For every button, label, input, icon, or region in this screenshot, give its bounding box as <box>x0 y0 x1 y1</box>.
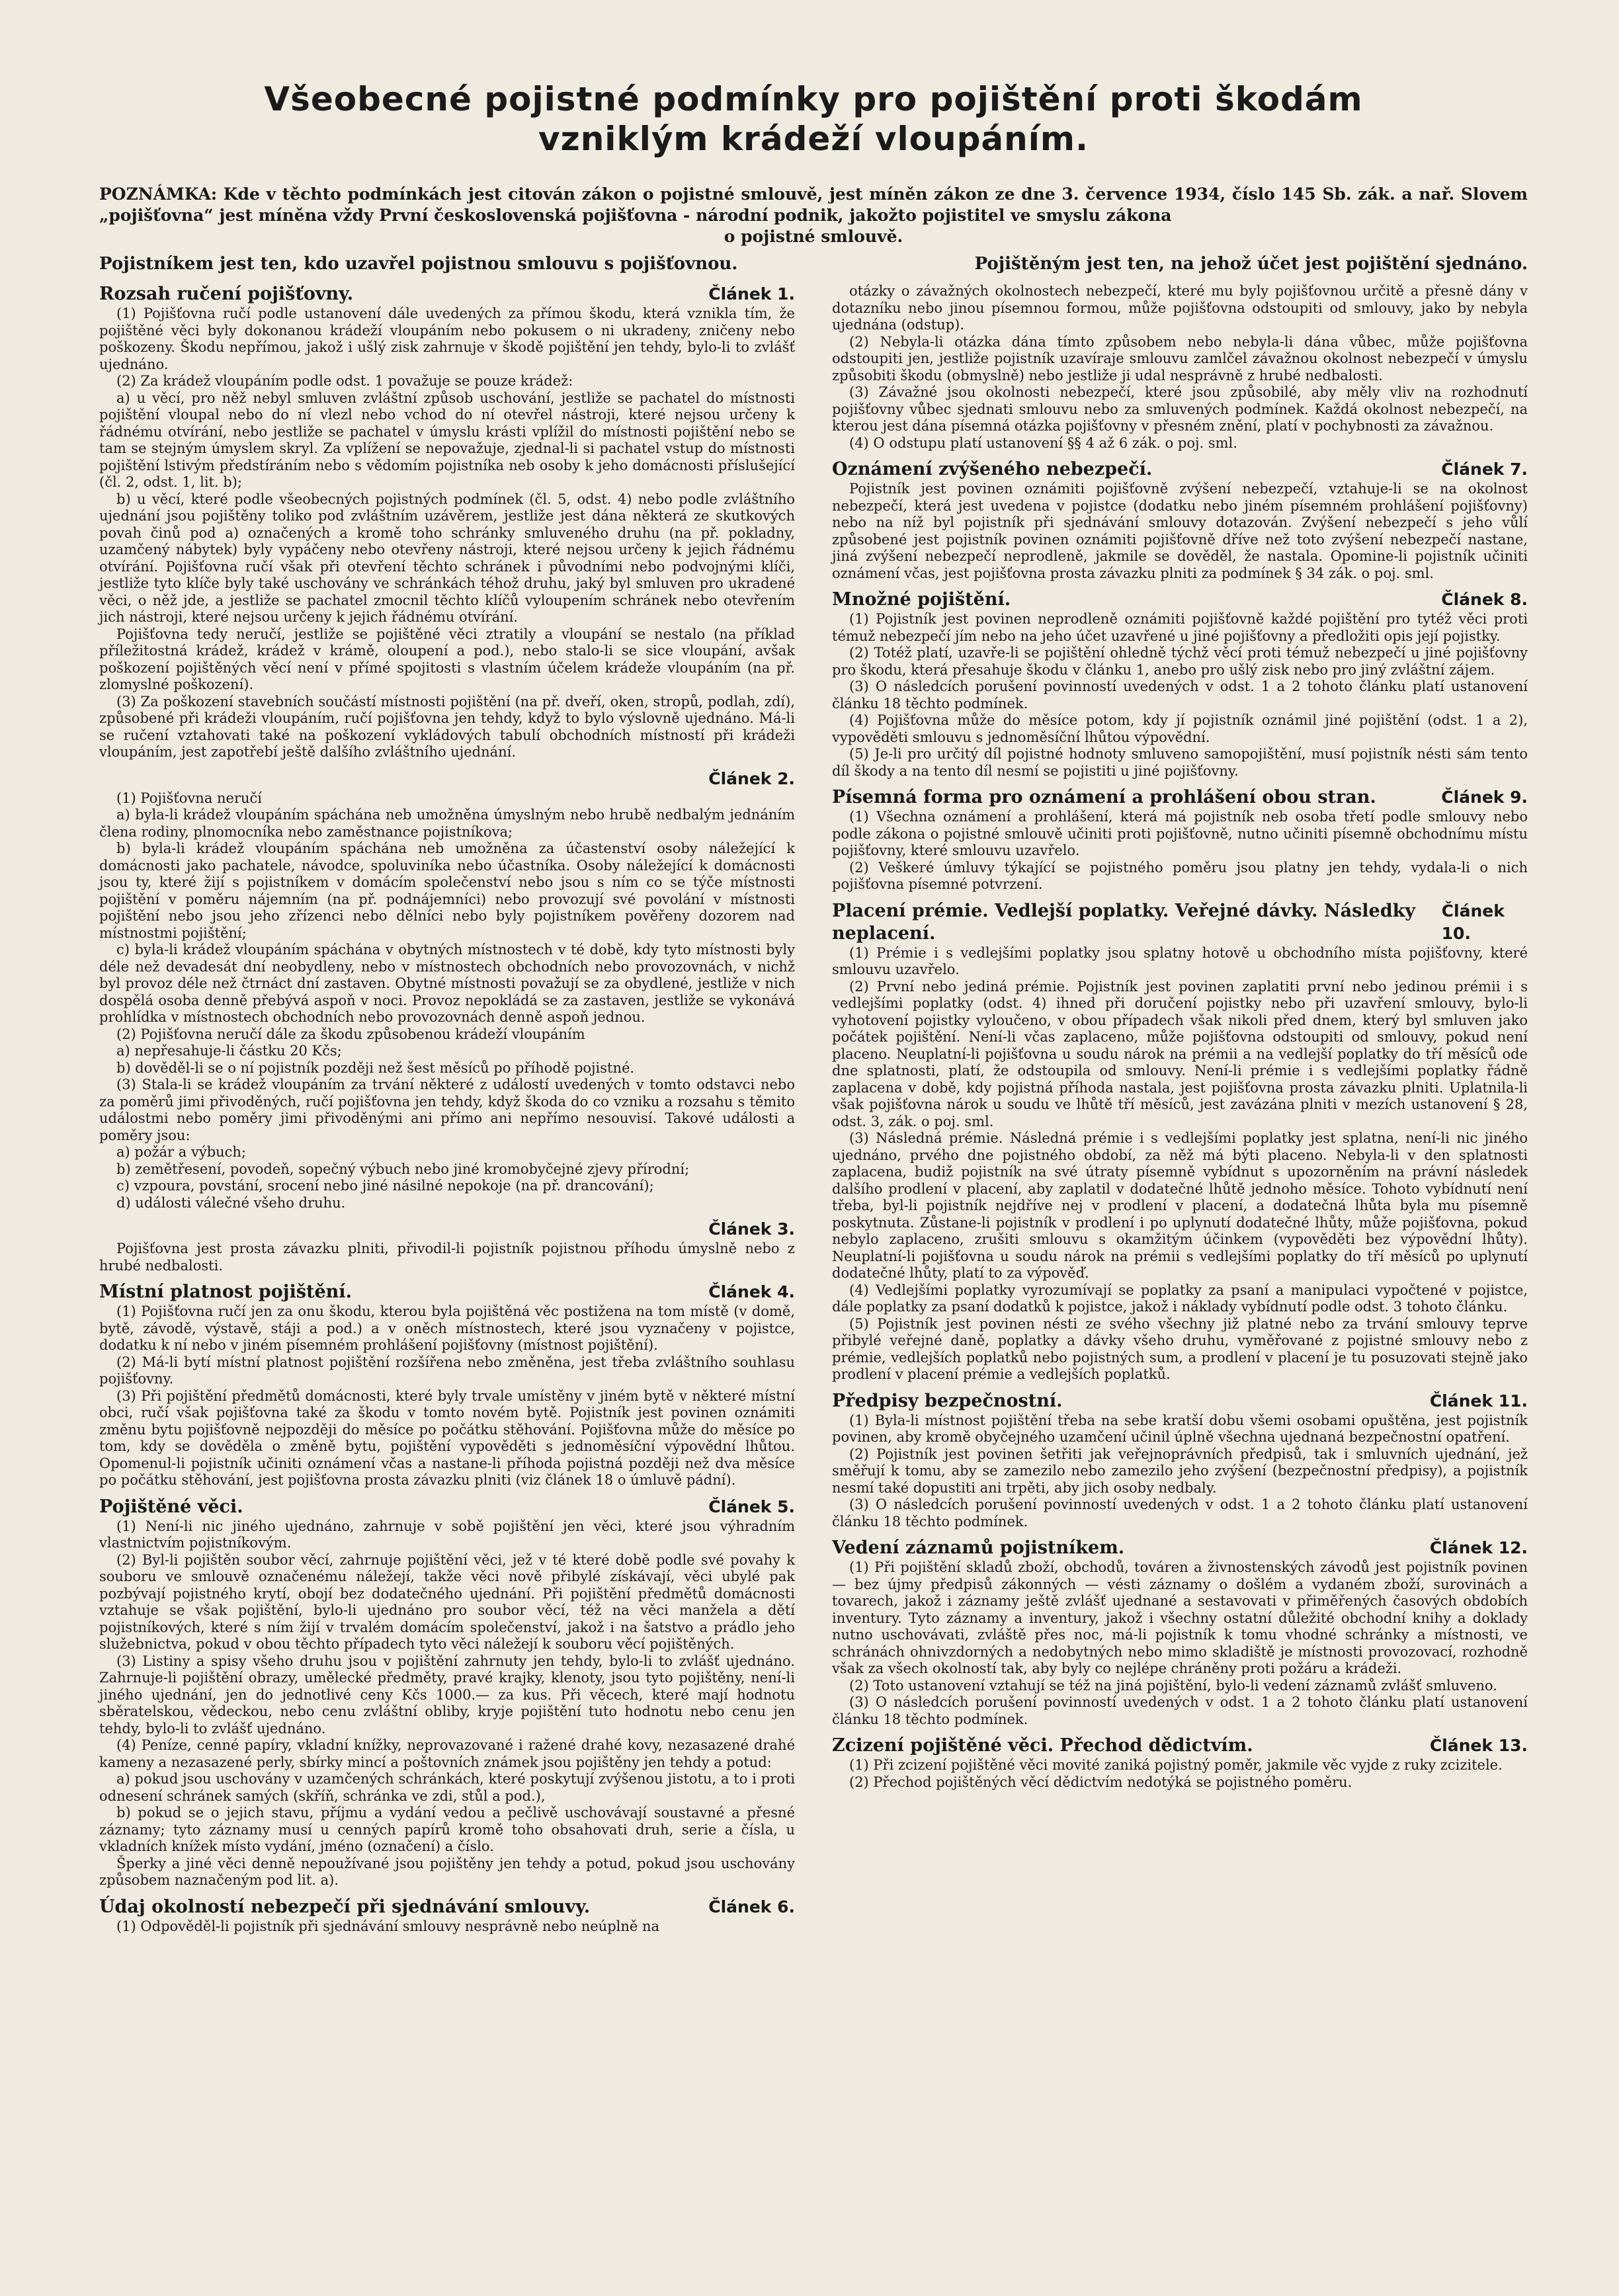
paragraph: (3) Následná prémie. Následná prémie i s vedlejšími poplatky jest splatna, není-li nic jiného ujednáno, prvého dne pojistného období, za něž má býti placeno. Nebyla-li v den splatnosti zaplacena, budiž pojistník na své útraty písemně vybídnut s upozorněním na právní následek dalšího prodlení v placení, aby zaplatil v dodatečné lhůtě jednoho měsíce. Tohoto vybídnutí není třeba, byl-li pojistník nejdříve nej v prodlení v placení, a dodatečná lhůta byla mu písemně poskytnuta. Zůstane-li pojistník v prodlení i po uplynutí dodatečné lhůty, může pojišťovna, pokud nebylo zaplaceno, zrušiti smlouvu s okamžitým účinkem (vypověděti bez výpovědní lhůty). Neuplatní-li pojišťovna u soudu nárok na prémii s vedlejšími poplatky do tří měsíců po uplynutí dodatečné lhůty, platí to za výpověď. <box>832 1130 1528 1281</box>
article-title: Místní platnost pojištění. <box>99 1282 352 1302</box>
paragraph: (3) Stala-li se krádež vloupáním za trvání některé z událostí uvedených v tomto odstavci nebo za poměrů jimi přivoděných, ručí pojišťovna jen tehdy, když škoda do co vzniku a rozsahu s těmito událostmi nebo poměry jimi přivoděnými ani přímo ani nepřímo nesouvisí. Takové události a poměry jsou: <box>99 1077 795 1143</box>
right-column <box>832 283 1528 1942</box>
paragraph: b) pokud se o jejich stavu, příjmu a vydání vedou a pečlivě uschovávají soustavné a přesné záznamy; tyto záznamy musí u cenných papírů kromě toho obsahovati druh, serie a čísla, u vkladních knížek místo vydání, jméno (označení) a číslo. <box>99 1805 795 1854</box>
paragraph: (2) Byl-li pojištěn soubor věcí, zahrnuje pojištění věci, jež v té které době podle své povahy k souboru ve smlouvě označenému náležejí, takže věci nově přibylé získávají, věci ubylé pak pozbývají pojistného krytí, obojí bez dodatečného ujednání. Při pojištění předmětů domácnosti vztahuje se však pojištění, bylo-li ujednáno pro soubor věcí, též na věci manžela a dětí pojistníkových, které s ním žijí v trvalém domácím společenství, jakož i na šatstvo a prádlo jeho služebnictva, pokud v obou těchto případech tyto věci náležejí k souboru věcí pojištěných. <box>99 1551 795 1652</box>
article-heading <box>99 1281 795 1303</box>
paragraph: a) nepřesahuje-li částku 20 Kčs; <box>116 1043 342 1059</box>
article-title: Rozsah ručení pojišťovny. <box>99 284 354 304</box>
paragraph: Šperky a jiné věci denně nepoužívané jsou pojištěny jen tehdy a potud, pokud jsou uschovány způsobem naznačeným pod lit. a). <box>99 1855 795 1888</box>
paragraph: (1) Všechna oznámení a prohlášení, která má pojistník neb osoba třetí podle smlouvy nebo podle zákona o pojistné smlouvě učiniti proti pojišťovně, nutno učiniti písemně obchodnímu místu pojišťovny, které smlouvu uzavřelo. <box>832 809 1528 858</box>
article-section <box>832 900 1528 1383</box>
paragraph: Pojistník jest povinen oznámiti pojišťovně zvýšení nebezpečí, vztahuje-li se na okolnost nebezpečí, která jest uvedena v pojistce (dodatku nebo jiném písemném prohlášení pojišťovny) nebo na níž byl pojistník při sjednávání smlouvy dotazován. Zvýšení nebezpečí s jeho vůlí způsobené jest pojistník povinen oznámiti pojišťovně dříve než toto zvýšení nebezpečí nastane, jiná zvýšení nebezpečí neprodleně, jakmile se dověděl, že nastala. Opomine-li pojistník učiniti oznámení včas, jest pojišťovna prosta závazku plniti za podmínek § 34 zák. o poj. sml. <box>832 481 1528 581</box>
document-page <box>99 79 1528 1942</box>
paragraph: (3) Při pojištění předmětů domácnosti, které byly trvale umístěny v jiném bytě v některé místní obci, ručí však pojišťovna také za škodu v tomto novém bytě. Pojistník jest povinen oznámiti změnu bytu pojišťovně nejpozději do měsíce po počátku stěhování. Pojišťovna může do měsíce po tom, kdy se dověděla o změně bytu, pojištění vypověděti s jednoměsíční výpovědní lhůtou. Opomenul-li pojistník učiniti oznámení včas a nastane-li příhoda pojistná později než dva měsíce po počátku stěhování, jest pojišťovna prosta závazku plniti (viz článek 18 o úmluvě pádní). <box>99 1387 795 1488</box>
article-title: Písemná forma pro oznámení a prohlášení obou stran. <box>832 787 1376 807</box>
article-number: Článek 8. <box>1441 590 1528 609</box>
paragraph: a) byla-li krádež vloupáním spáchána neb umožněna úmyslným nebo hrubě nedbalým jednáním člena rodiny, plnomocníka nebo zaměstnance pojistníkova; <box>99 807 795 840</box>
paragraph: (3) Závažné jsou okolnosti nebezpečí, které jsou způsobilé, aby měly vliv na rozhodnutí pojišťovny vůbec sjednati smlouvu nebo za smluvených podmínek. Každá okolnost nebezpečí, na kterou jest dána písemná otázka pojišťovny v přesném znění, platí v pochybnosti za závažnou. <box>832 384 1528 434</box>
article-heading <box>99 768 795 790</box>
article-section <box>832 1390 1528 1531</box>
article-section <box>832 283 1528 452</box>
article-title: Oznámení zvýšeného nebezpečí. <box>832 459 1153 479</box>
paragraph: (3) Listiny a spisy všeho druhu jsou v pojištění zahrnuty jen tehdy, bylo-li to zvlášť ujednáno. Zahrnuje-li pojištění obrazy, umělecké předměty, pravé krajky, klenoty, jsou tyto pojištěny, není-li jiného ujednání, jen do jednotlivé ceny Kčs 1000.— za kus. Při věcech, které mají hodnotu sběratelskou, vědeckou, nebo cenu zvláštní obliby, kryje pojištění tuto hodnotu nebo cenu jen tehdy, bylo-li to zvlášť ujednáno. <box>99 1653 795 1737</box>
article-number: Článek 12. <box>1429 1538 1528 1557</box>
article-number: Článek 5. <box>708 1496 795 1516</box>
article-number: Článek 10. <box>1441 901 1505 943</box>
paragraph: (1) Byla-li místnost pojištění třeba na sebe kratší dobu všemi osobami opuštěna, jest pojistník povinen, aby kromě obyčejného uzamčení učinil úplně všechna ujednaná bezpečnostní opatření. <box>832 1412 1528 1445</box>
paragraph: (3) O následcích porušení povinností uvedených v odst. 1 a 2 tohoto článku platí ustanovení článku 18 těchto podmínek. <box>832 678 1528 712</box>
article-title: Předpisy bezpečnostní. <box>832 1390 1063 1411</box>
title-line-1: Všeobecné pojistné podmínky pro pojištění proti škodám <box>264 80 1363 118</box>
paragraph: a) u věcí, pro něž nebyl smluven zvláštní způsob uschování, jestliže se pachatel do místnosti pojištění vloupal nebo do ní vlezl nebo vchod do ní otevřel nástroji, které nejsou určeny k řádnému otvírání, nebo jestliže se pachatel v úmyslu krásti vplížil do místnosti pojištění nebo se tam se stejným úmyslem skryl. Za vplížení se nepovažuje, zjednal-li si pachatel vstup do místnosti pojištění lstivým předstíráním nebo s vědomím pojistníka neb osoby k jeho domácnosti příslušející (čl. 2, odst. 1, lit. b); <box>99 390 795 490</box>
note <box>99 184 1528 247</box>
paragraph: (4) Peníze, cenné papíry, vkladní knížky, neprovazované i ražené drahé kovy, nezasazené drahé kameny a nezasazené perly, sbírky mincí a poštovních známek jsou pojištěny jen tehdy a potud: <box>99 1737 795 1770</box>
article-title: Údaj okolností nebezpečí při sjednávání smlouvy. <box>99 1896 591 1917</box>
article-heading <box>832 589 1528 611</box>
text-columns <box>99 283 1528 1942</box>
article-number: Článek 2. <box>708 768 795 788</box>
paragraph: otázky o závažných okolnostech nebezpečí, které mu byly pojišťovnou určitě a přesně dány v dotazníku nebo jinou písemnou formou, může pojišťovna odstoupiti od smlouvy, jako by nebyla ujednána (odstup). <box>832 283 1528 333</box>
paragraph: b) zemětřesení, povodeň, sopečný výbuch nebo jiné kromobyčejné zjevy přírodní; <box>116 1161 690 1177</box>
title-line-2: vzniklým krádeží vloupáním. <box>538 120 1089 158</box>
article-section <box>99 283 795 761</box>
article-number: Článek 13. <box>1429 1736 1528 1755</box>
paragraph: (3) Za poškození stavebních součástí místnosti pojištění (na př. dveří, oken, stropů, podlah, zdí), způsobené při krádeži vloupáním, ručí pojišťovna jen tehdy, když to bylo výslovně ujednáno. Má-li se ručení vztahovati také na poškození vykládových tabulí obchodních místností při krádeži vloupáním, jest zapotřebí ještě dalšího zvláštního ujednání. <box>99 693 795 760</box>
article-number: Článek 6. <box>708 1897 795 1916</box>
note-text: POZNÁMKA: Kde v těchto podmínkách jest citován zákon o pojistné smlouvě, jest míněn zákon ze dne 3. července 1934, číslo 145 Sb. zák. a nař. Slovem „pojišťovna“ jest míněna vždy První československá pojišťovna - národní podnik, jakožto pojistitel ve smyslu zákona <box>99 184 1528 225</box>
paragraph: a) pokud jsou uschovány v uzamčených schránkách, které poskytují zvýšenou jistotu, a to i proti odnesení schránek samých (skříň, schránka ve zdi, stůl a pod.), <box>99 1771 795 1804</box>
paragraph: (4) Pojišťovna může do měsíce potom, kdy jí pojistník oznámil jiné pojištění (odst. 1 a 2), vypověděti smlouvu s jednoměsíční lhůtou výpovědní. <box>832 712 1528 745</box>
article-section <box>99 1496 795 1889</box>
article-section <box>832 1735 1528 1791</box>
paragraph: (3) O následcích porušení povinností uvedených v odst. 1 a 2 tohoto článku platí ustanovení článku 18 těchto podmínek. <box>832 1694 1528 1727</box>
paragraph: (1) Odpověděl-li pojistník při sjednávání smlouvy nesprávně nebo neúplně na <box>116 1918 660 1934</box>
document-title <box>99 79 1528 159</box>
article-number: Článek 9. <box>1441 788 1528 807</box>
paragraph: c) vzpoura, povstání, srocení nebo jiné násilné nepokoje (na př. drancování); <box>116 1178 654 1194</box>
article-heading <box>832 900 1528 945</box>
article-title: Pojištěné věci. <box>99 1496 243 1517</box>
paragraph: (4) Vedlejšími poplatky vyrozumívají se poplatky za psaní a manipulaci vypočtené v pojistce, dále poplatky za psaní dodatků k pojistce, jakož i náklady vybídnutí podle odst. 3 tohoto článku. <box>832 1282 1528 1315</box>
note-last-line: o pojistné smlouvě. <box>724 227 903 246</box>
article-section <box>99 1896 795 1936</box>
paragraph: (2) Pojistník jest povinen šetřiti jak veřejnoprávních předpisů, tak i smluvních ujednání, jež směřují k tomu, aby se zamezilo nebo zamezilo jeho zvýšení (bezpečnostní předpisy), a pojistník nesmí také dopustiti ani trpěti, aby jich osoby nedbaly. <box>832 1446 1528 1496</box>
paragraph: (1) Pojišťovna ručí jen za onu škodu, kterou byla pojištěná věc postižena na tom místě (v domě, bytě, závodě, výstavě, stáji a pod.) a v oněch místnostech, které jsou vyznačeny v pojistce, dodatku k ní nebo v jiném písemném prohlášení pojišťovny (místnost pojištění). <box>99 1303 795 1353</box>
article-section <box>832 786 1528 893</box>
article-heading <box>832 1390 1528 1413</box>
paragraph: (4) O odstupu platí ustanovení §§ 4 až 6 zák. o poj. sml. <box>849 434 1237 451</box>
definition-policyholder: Pojistníkem jest ten, kdo uzavřel pojistnou smlouvu s pojišťovnou. <box>99 254 738 274</box>
paragraph: (5) Pojistník jest povinen nésti ze svého všechny již platné nebo za trvání smlouvy teprve přibylé veřejné daně, poplatky a dávky všeho druhu, vyměřované z pojistné smlouvy nebo z prémie, vedlejších poplatků nebo pojistných sum, a prodlení v placení je tu posuzovati stejně jako prodlení v placení prémie a vedlejších poplatků. <box>832 1315 1528 1382</box>
article-number: Článek 7. <box>1441 460 1528 479</box>
paragraph: (3) O následcích porušení povinností uvedených v odst. 1 a 2 tohoto článku platí ustanovení článku 18 těchto podmínek. <box>832 1496 1528 1530</box>
definitions <box>99 254 1528 274</box>
article-section <box>99 1218 795 1274</box>
paragraph: (2) Toto ustanovení vztahují se též na jiná pojištění, bylo-li vedení záznamů zvlášť smluveno. <box>849 1677 1497 1694</box>
article-title: Množné pojištění. <box>832 589 1011 610</box>
article-heading <box>832 786 1528 809</box>
paragraph: (1) Pojišťovna neručí <box>116 790 263 806</box>
paragraph: (2) Nebyla-li otázka dána tímto způsobem nebo nebyla-li dána vůbec, může pojišťovna odstoupiti jen, jestliže pojistník uzavíraje smlouvu zamlčel závažnou okolnost nebezpečí v úmyslu způsobiti škodu (obmyslně) nebo jestliže ji udal nesprávně z hrubé nedbalosti. <box>832 333 1528 384</box>
paragraph: (1) Prémie i s vedlejšími poplatky jsou splatny hotově u obchodního místa pojišťovny, které smlouvu uzavřelo. <box>832 944 1528 977</box>
paragraph: d) události válečné všeho druhu. <box>116 1194 346 1211</box>
paragraph: Pojišťovna tedy neručí, jestliže se pojištěné věci ztratily a vloupání se nestalo (na příklad příležitostná krádež, krádež v krámě, oloupení a pod.), nebo stalo-li se sice vloupání, avšak poškození pojištěných věcí není v přímé spojitosti s vlastním účelem krádeže vloupáním (na př. zlomyslné poškození). <box>99 626 795 692</box>
paragraph: (2) První nebo jediná prémie. Pojistník jest povinen zaplatiti první nebo jedinou prémii i s vedlejšími poplatky (odst. 4) ihned při doručení pojistky nebo při uzavření smlouvy, bylo-li vyhotovení pojistky vyloučeno, v obou případech však nikoli před dnem, který byl smluven jako počátek pojištění. Není-li včas zaplaceno, může pojišťovna odstoupiti od smlouvy, pokud není placeno. Neuplatní-li pojišťovna u soudu nárok na prémii a na vedlejší poplatky do tří měsíců ode dne splatnosti, platí, že odstoupila od smlouvy. Není-li prémie i s vedlejšími poplatky řádně zaplacena v době, kdy pojistná příhoda nastala, jest pojišťovna prosta závazku plniti. Uplatnila-li však pojišťovna nárok u soudu ve lhůtě tří měsíců, jest zavázána plniti v mezích ustanovení § 28, odst. 3, zák. o poj. sml. <box>832 978 1528 1129</box>
paragraph: (2) Za krádež vloupáním podle odst. 1 považuje se pouze krádež: <box>116 373 573 389</box>
paragraph: Pojišťovna jest prosta závazku plniti, přivodil-li pojistník pojistnou příhodu úmyslně nebo z hrubé nedbalosti. <box>99 1241 795 1274</box>
article-title: Zcizení pojištěné věci. Přechod dědictvím. <box>832 1735 1253 1756</box>
paragraph: (1) Pojistník jest povinen neprodleně oznámiti pojišťovně každé pojištění pro tytéž věci proti témuž nebezpečí jím nebo na jeho účet uzavřené u jiné pojišťovny a předložiti opis její pojistky. <box>832 611 1528 644</box>
article-heading <box>832 1735 1528 1757</box>
article-number: Článek 11. <box>1429 1391 1528 1411</box>
article-section <box>99 1281 795 1489</box>
paragraph: b) u věcí, které podle všeobecných pojistných podmínek (čl. 5, odst. 4) nebo podle zvláštního ujednání jsou pojištěny toliko pod zvláštním uzávěrem, jestliže jest dána některá ze skutkových povah činů pod a) označených a kromě toho schránky smluveného druhu (na př. pokladny, uzamčený nábytek) byly vypáčeny nebo otevřeny nástroji, které nejsou určeny k jejich řádnému otvírání. Pojišťovna ručí však při otevření těchto schránek i původními nebo podvojnými klíči, jestliže tyto klíče byly také uschovány ve schránkách téhož druhu, jaký byl smluven pro ukradené věci, o něž jde, a jestliže se pachatel zmocnil těchto klíčů vyloupením schránek nebo otevřením jich nástroji, které nejsou určeny k jejich řádnému otvírání. <box>99 491 795 625</box>
paragraph: a) požár a výbuch; <box>116 1144 247 1160</box>
article-heading <box>832 1537 1528 1559</box>
article-heading <box>99 283 795 306</box>
article-section <box>832 589 1528 780</box>
article-section <box>99 768 795 1212</box>
article-section <box>832 458 1528 582</box>
paragraph: (2) Totéž platí, uzavře-li se pojištění ohledně týchž věcí proti témuž nebezpečí u jiné pojišťovny pro škodu, která přesahuje škodu v článku 1, anebo pro ušlý zisk nebo pro jiný zvláštní zájem. <box>832 645 1528 678</box>
paragraph: b) byla-li krádež vloupáním spáchána neb umožněna za účastenství osoby náležející k domácnosti jako pachatele, návodce, spoluviníka nebo účastníka. Osoby náležející k domácnosti jsou ty, které žijí s pojistníkem v domácím společenství nebo jsou s ním co se týče místnosti pojištění v poměru nájemním (na př. podnájemníci) nebo provozují své povolání v místnosti pojištění nebo jsou jeho zřízenci nebo dělníci nebo byly pojistníkem pověřeny dozorem nad místnostmi pojištění; <box>99 840 795 941</box>
paragraph: (5) Je-li pro určitý díl pojistné hodnoty smluveno samopojištění, musí pojistník nésti sám tento díl škody a na tento díl nesmí se pojistiti u jiné pojišťovny. <box>832 746 1528 779</box>
paragraph: (2) Má-li bytí místní platnost pojištění rozšířena nebo změněna, jest třeba zvláštního souhlasu pojišťovny. <box>99 1354 795 1387</box>
paragraph: (1) Při zcizení pojištěné věci movité zaniká pojistný poměr, jakmile věc vyjde z ruky zcizitele. <box>849 1757 1503 1773</box>
article-title: Vedení záznamů pojistníkem. <box>832 1538 1125 1558</box>
article-heading <box>99 1496 795 1518</box>
paragraph: b) dověděl-li se o ní pojistník později než šest měsíců po příhodě pojistné. <box>116 1059 635 1076</box>
article-section <box>832 1537 1528 1728</box>
paragraph: (1) Pojišťovna ručí podle ustanovení dále uvedených za přímou škodu, která vznikla tím, že pojištěné věci byly dokonanou krádeží vloupáním nebo pokusem o ni ukradeny, zničeny nebo poškozeny. Škodu nepřímou, jakož i ušlý zisk zahrnuje v škodě pojištění jen tehdy, bylo-li to zvlášť ujednáno. <box>99 306 795 372</box>
paragraph: (2) Pojišťovna neručí dále za škodu způsobenou krádeží vloupáním <box>116 1026 585 1042</box>
paragraph: c) byla-li krádež vloupáním spáchána v obytných místnostech v té době, kdy tyto místnosti byly déle než devadesát dní neobydleny, nebo v místnostech obchodních nebo provozovnách, v nichž byl provoz déle než čtrnáct dní zastaven. Obytné místnosti považují se za obydlené, jestliže v nich dospělá osoba denně přebývá aspoň v noci. Provoz nepokládá se za zastaven, jestliže se vykonává prohlídka v místnostech obchodních nebo provozovnách denně aspoň jednou. <box>99 942 795 1025</box>
article-number: Článek 1. <box>708 284 795 304</box>
paragraph: (1) Při pojištění skladů zboží, obchodů, továren a živnostenských závodů jest pojistník povinen — bez újmy předpisů zákonných — vésti záznamy o došlém a vydaném zboží, surovinách a tovarech, jakož i záznamy ještě zvlášť ujednané a sestavovati v přiměřených časových obdobích inventury. Tyto záznamy a inventury, jakož i všechny ostatní důležité obchodní knihy a doklady nutno uschovávati, zvláště přes noc, má-li pojistník k tomu vhodné schránky a místnosti, ve schránách ohnivzdorných a nedobytných nebo mimo skladiště je místnosti provozovací, rozhodně však za všech okolností tak, aby byly co nejlépe chráněny proti požáru a krádeži. <box>832 1559 1528 1676</box>
article-heading <box>832 458 1528 481</box>
article-heading <box>99 1218 795 1241</box>
article-heading <box>99 1896 795 1918</box>
left-column <box>99 283 795 1942</box>
definition-insured: Pojištěným jest ten, na jehož účet jest pojištění sjednáno. <box>974 254 1528 274</box>
article-number: Článek 3. <box>708 1219 795 1239</box>
article-title: Placení prémie. Vedlejší poplatky. Veřejné dávky. Následky neplacení. <box>832 900 1415 944</box>
paragraph: (2) Veškeré úmluvy týkající se pojistného poměru jsou platny jen tehdy, vydala-li o nich pojišťovna písemné potvrzení. <box>832 859 1528 892</box>
paragraph: (1) Není-li nic jiného ujednáno, zahrnuje v sobě pojištění jen věci, které jsou výhradním vlastnictvím pojistníkovým. <box>99 1518 795 1551</box>
article-number: Článek 4. <box>708 1282 795 1301</box>
paragraph: (2) Přechod pojištěných věcí dědictvím nedotýká se pojistného poměru. <box>849 1774 1352 1790</box>
